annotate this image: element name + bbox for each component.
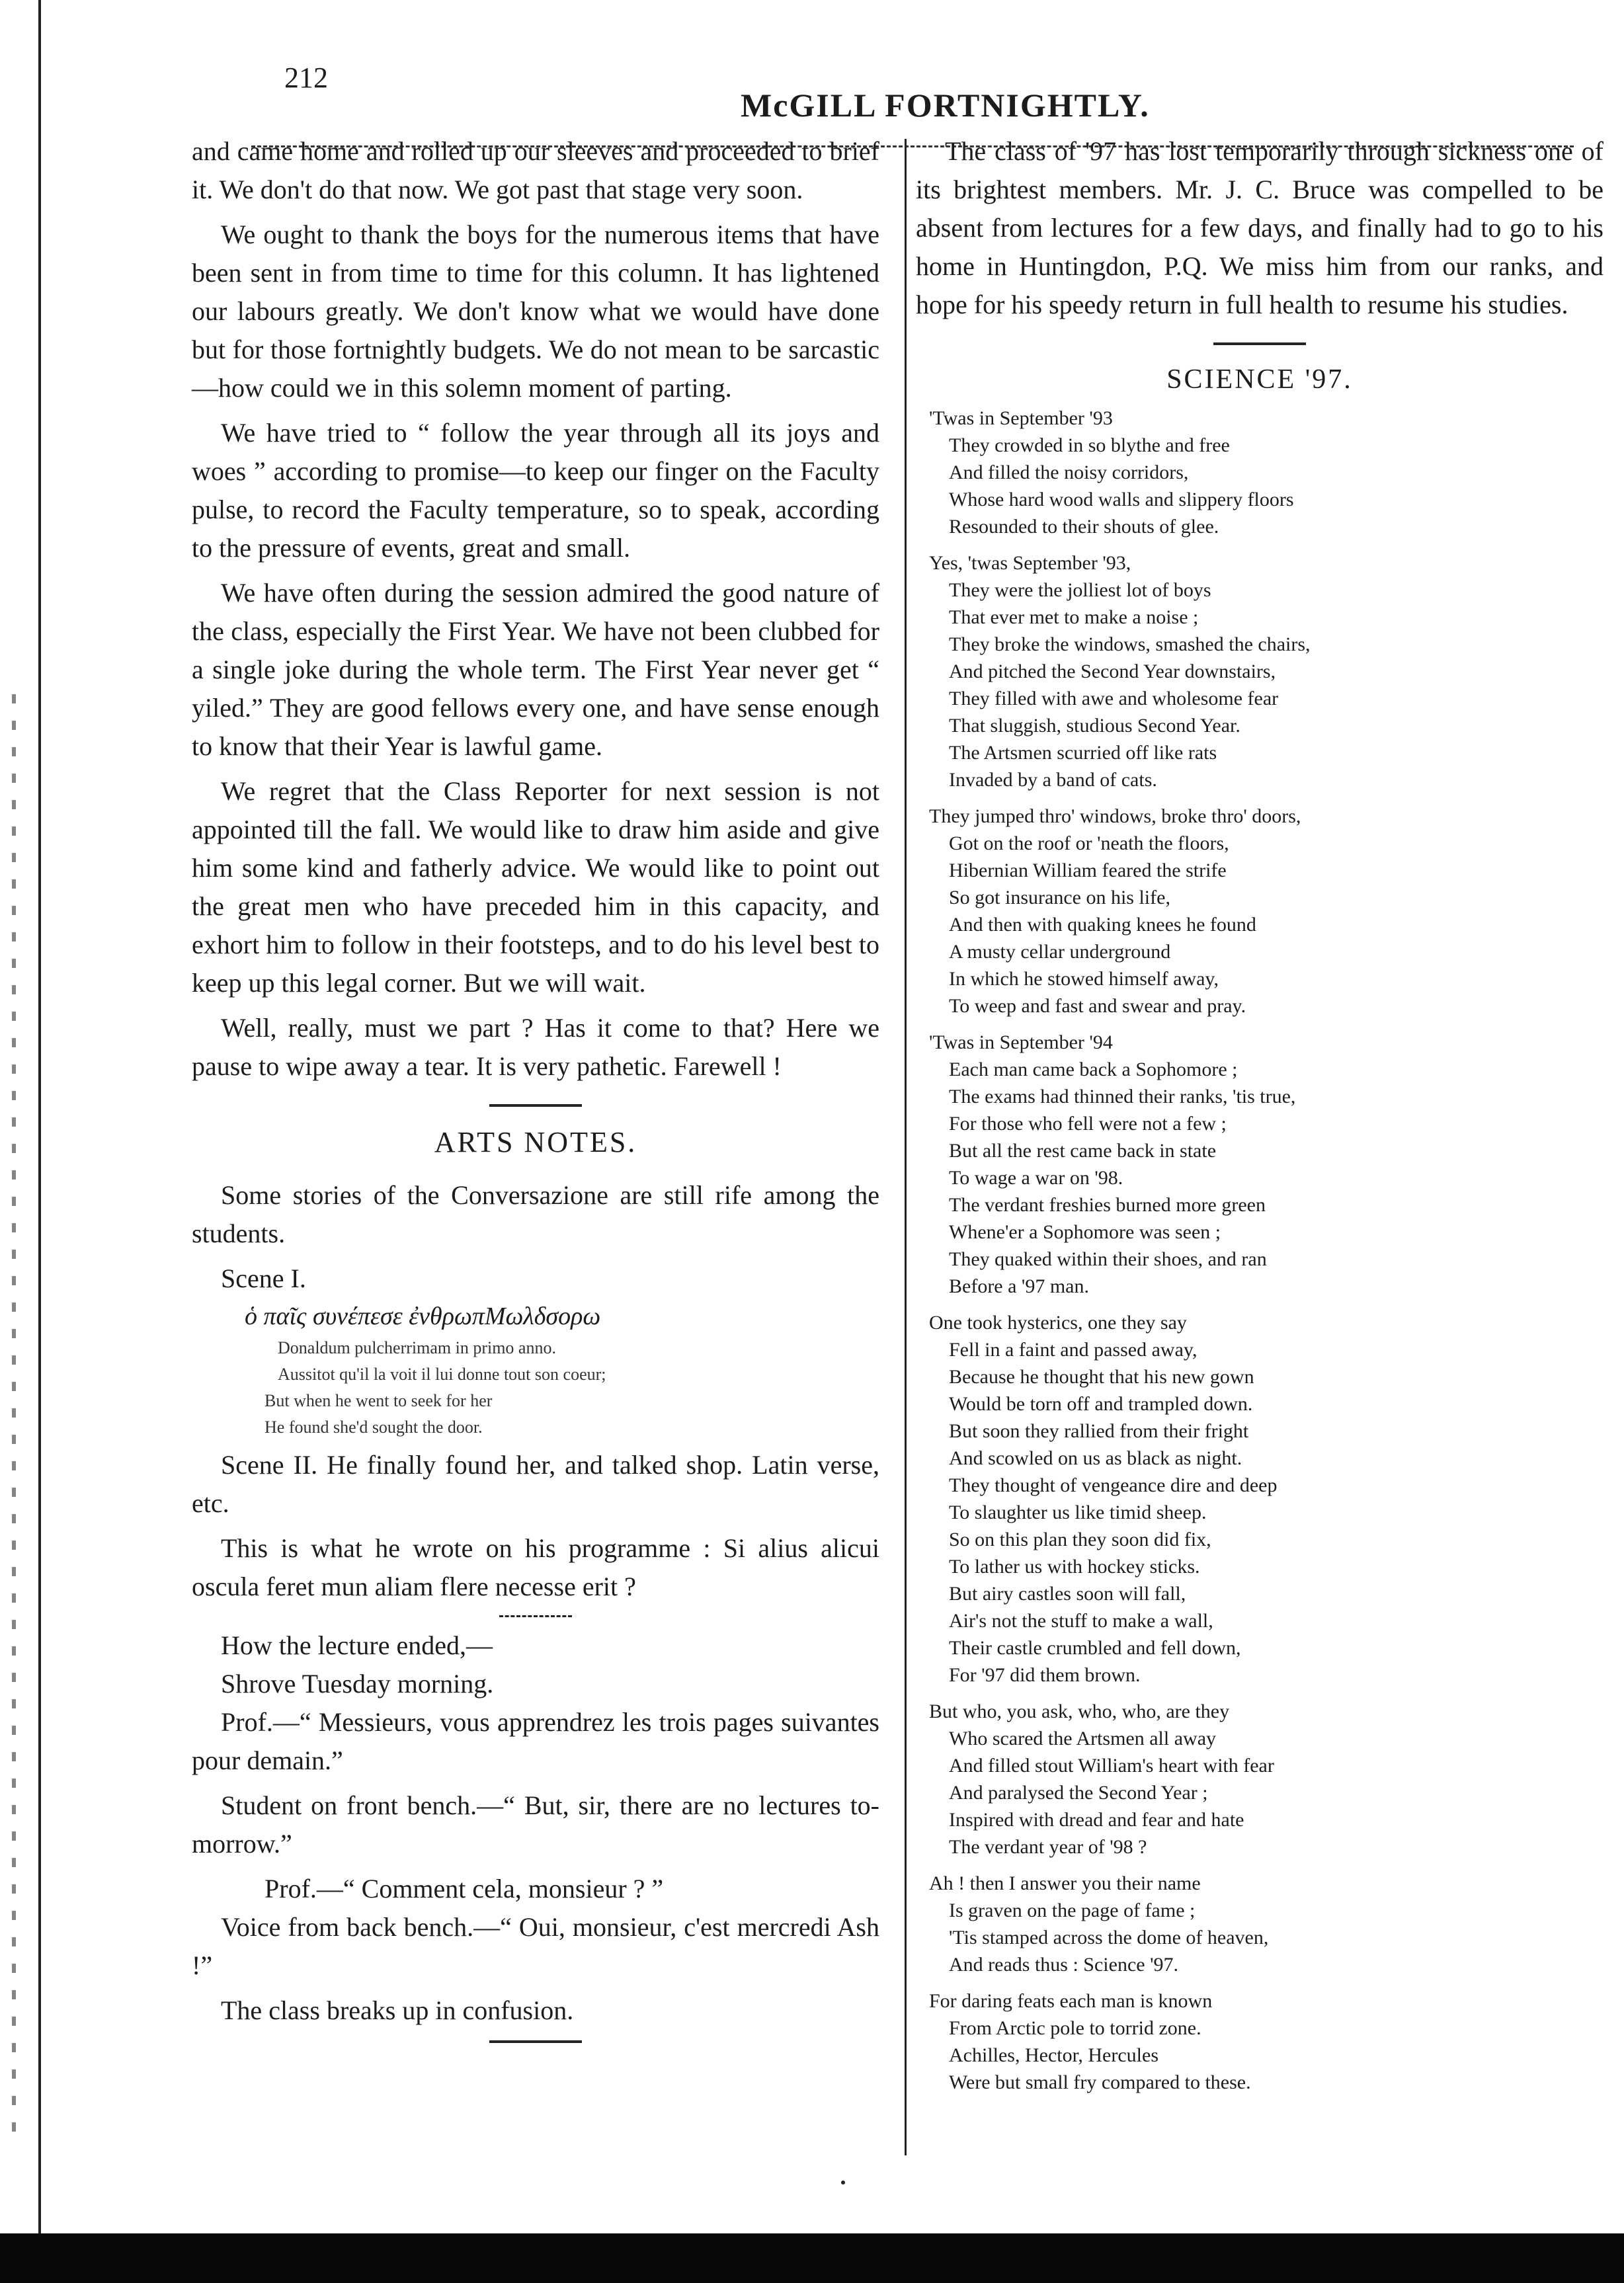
column-divider bbox=[905, 139, 907, 2155]
journal-title: McGILL FORTNIGHTLY. bbox=[741, 87, 1150, 124]
poem-line: One took hysterics, one they say bbox=[929, 1312, 1187, 1334]
poem-line: Yes, 'twas September '93, bbox=[929, 552, 1131, 574]
poem-line: Is graven on the page of fame ; bbox=[949, 1900, 1196, 1921]
arts-notes-heading: ARTS NOTES. bbox=[434, 1126, 637, 1158]
poem-line: Would be torn off and trampled down. bbox=[949, 1393, 1253, 1415]
poem-line: Were but small fry compared to these. bbox=[949, 2071, 1251, 2093]
text-line: How the lecture ended,— bbox=[221, 1630, 493, 1660]
poem-stanza bbox=[929, 405, 1604, 540]
small-separator bbox=[499, 1615, 572, 1617]
poem bbox=[929, 405, 1604, 2096]
poem-line: 'Twas in September '94 bbox=[929, 1031, 1113, 1053]
poem-line: Invaded by a band of cats. bbox=[949, 769, 1157, 791]
poem-line: And paralysed the Second Year ; bbox=[949, 1782, 1208, 1804]
paragraph: We ought to thank the boys for the numerous items that have been sent in from time to time for this column. It has lightened our labours greatly. We don't know what we would have done but for those fortnightly budgets. We do not mean to be sarcastic—how could we in this solemn moment of parting. bbox=[192, 220, 879, 403]
section-separator bbox=[489, 1104, 582, 1107]
poem-title: SCIENCE '97. bbox=[1166, 364, 1353, 395]
poem-stanza bbox=[929, 1029, 1604, 1300]
poem-line: They crowded in so blythe and free bbox=[949, 434, 1230, 456]
poem-line: To weep and fast and swear and pray. bbox=[949, 995, 1246, 1017]
paragraph: and came home and rolled up our sleeves and proceeded to brief it. We don't do that now. We got past that stage very soon. bbox=[192, 136, 879, 204]
poem-stanza bbox=[929, 803, 1604, 1020]
text-line: The class breaks up in confusion. bbox=[221, 1995, 574, 2025]
poem-line: The exams had thinned their ranks, 'tis true, bbox=[949, 1086, 1296, 1107]
poem-line: Got on the roof or 'neath the floors, bbox=[949, 832, 1229, 854]
poem-stanza bbox=[929, 1870, 1604, 1978]
poem-line: But all the rest came back in state bbox=[949, 1140, 1217, 1162]
poem-line: And scowled on us as black as night. bbox=[949, 1447, 1242, 1469]
poem-line: 'Tis stamped across the dome of heaven, bbox=[949, 1927, 1269, 1948]
poem-line: To wage a war on '98. bbox=[949, 1167, 1123, 1189]
poem-line: For those who fell were not a few ; bbox=[949, 1113, 1227, 1135]
text-line: Shrove Tuesday morning. bbox=[221, 1669, 494, 1699]
poem-stanza bbox=[929, 1698, 1604, 1861]
poem-line: They jumped thro' windows, broke thro' doors, bbox=[929, 805, 1301, 827]
poem-line: They filled with awe and wholesome fear bbox=[949, 688, 1279, 709]
page-edge bbox=[0, 0, 41, 2283]
poem-line: Inspired with dread and fear and hate bbox=[949, 1809, 1244, 1831]
section-separator bbox=[489, 2040, 582, 2043]
poem-line: A musty cellar underground bbox=[949, 941, 1171, 963]
paragraph: Well, really, must we part ? Has it come to that? Here we pause to wipe away a tear. It is very pathetic. Farewell ! bbox=[192, 1013, 879, 1081]
poem-line: Who scared the Artsmen all away bbox=[949, 1728, 1217, 1749]
left-column bbox=[192, 132, 879, 2062]
poem-line: That sluggish, studious Second Year. bbox=[949, 715, 1240, 737]
poem-line: The verdant year of '98 ? bbox=[949, 1836, 1147, 1858]
poem-line: For '97 did them brown. bbox=[949, 1664, 1141, 1686]
poem-line: And reads thus : Science '97. bbox=[949, 1954, 1178, 1976]
scene-label: Scene I. bbox=[221, 1263, 306, 1293]
poem-line: Whene'er a Sophomore was seen ; bbox=[949, 1221, 1221, 1243]
poem-line: They broke the windows, smashed the chairs, bbox=[949, 633, 1311, 655]
poem-line: 'Twas in September '93 bbox=[929, 407, 1113, 429]
poem-line: But airy castles soon will fall, bbox=[949, 1583, 1186, 1605]
binding-marks bbox=[12, 694, 16, 2149]
poem-line: Ah ! then I answer you their name bbox=[929, 1872, 1201, 1894]
paragraph: Scene II. He finally found her, and talked shop. Latin verse, etc. bbox=[192, 1450, 879, 1518]
poem-line: Fell in a faint and passed away, bbox=[949, 1339, 1198, 1361]
poem-line: Before a '97 man. bbox=[949, 1275, 1089, 1297]
poem-line: To slaughter us like timid sheep. bbox=[949, 1502, 1207, 1523]
verse-line: Donaldum pulcherrimam in primo anno. bbox=[278, 1338, 556, 1357]
poem-line: The Artsmen scurried off like rats bbox=[949, 742, 1217, 764]
verse-line: Aussitot qu'il la voit il lui donne tout son coeur; bbox=[278, 1365, 606, 1384]
poem-line: The verdant freshies burned more green bbox=[949, 1194, 1266, 1216]
paragraph: Voice from back bench.—“ Oui, monsieur, c'est mercredi Ash !” bbox=[192, 1912, 879, 1980]
paragraph: Prof.—“ Messieurs, vous apprendrez les trois pages suivantes pour demain.” bbox=[192, 1707, 879, 1775]
poem-line: They thought of vengeance dire and deep bbox=[949, 1474, 1278, 1496]
greek-line: ὁ παῖς συνέπεσε ἐνθρωπΜωλδσορω bbox=[245, 1302, 601, 1330]
paragraph: Student on front bench.—“ But, sir, there are no lectures to-morrow.” bbox=[192, 1790, 879, 1859]
poem-line: And then with quaking knees he found bbox=[949, 914, 1256, 936]
page-header bbox=[198, 46, 1561, 124]
paragraph: We regret that the Class Reporter for next session is not appointed till the fall. We would like to draw him aside and give him some kind and fatherly advice. We would like to point out the great men who have preceded him in this capacity, and exhort him to follow in their footsteps, and to do his level best to keep up this legal corner. But we will wait. bbox=[192, 776, 879, 998]
poem-line: So got insurance on his life, bbox=[949, 887, 1170, 908]
poem-line: Whose hard wood walls and slippery floors bbox=[949, 489, 1294, 510]
poem-line: Hibernian William feared the strife bbox=[949, 860, 1227, 881]
paragraph: Some stories of the Conversazione are still rife among the students. bbox=[192, 1180, 879, 1248]
poem-line: From Arctic pole to torrid zone. bbox=[949, 2017, 1201, 2039]
poem-stanza bbox=[929, 1987, 1604, 2096]
poem-line: That ever met to make a noise ; bbox=[949, 606, 1199, 628]
poem-line: And pitched the Second Year downstairs, bbox=[949, 661, 1276, 682]
verse-line: He found she'd sought the door. bbox=[264, 1418, 483, 1437]
poem-line: So on this plan they soon did fix, bbox=[949, 1529, 1211, 1550]
poem-line: Air's not the stuff to make a wall, bbox=[949, 1610, 1213, 1632]
poem-line: But who, you ask, who, who, are they bbox=[929, 1701, 1230, 1722]
poem-line: In which he stowed himself away, bbox=[949, 968, 1219, 990]
paragraph: We have often during the session admired the good nature of the class, especially the First Year. We have not been clubbed for a single joke during the whole term. The First Year never get “ yiled.” They are good fellows every one, and have sense enough to know that their Year is lawful game. bbox=[192, 578, 879, 761]
poem-line: And filled the noisy corridors, bbox=[949, 461, 1189, 483]
poem-line: Because he thought that his new gown bbox=[949, 1366, 1254, 1388]
poem-stanza bbox=[929, 549, 1604, 793]
poem-line: Resounded to their shouts of glee. bbox=[949, 516, 1219, 538]
section-separator bbox=[1213, 342, 1306, 345]
page-number: 212 bbox=[284, 61, 328, 94]
right-column bbox=[916, 132, 1604, 2105]
scan-border bbox=[0, 2233, 1624, 2283]
page-dot bbox=[841, 2181, 845, 2184]
poem-line: They were the jolliest lot of boys bbox=[949, 579, 1211, 601]
poem-line: Their castle crumbled and fell down, bbox=[949, 1637, 1241, 1659]
poem-line: Achilles, Hector, Hercules bbox=[949, 2044, 1159, 2066]
verse-line: But when he went to seek for her bbox=[264, 1391, 493, 1410]
paragraph: This is what he wrote on his programme : Si alius alicui oscula feret mun aliam flere necesse erit ? bbox=[192, 1533, 879, 1601]
poem-line: But soon they rallied from their fright bbox=[949, 1420, 1249, 1442]
poem-line: Each man came back a Sophomore ; bbox=[949, 1059, 1238, 1080]
poem-line: And filled stout William's heart with fear bbox=[949, 1755, 1274, 1777]
poem-line: To lather us with hockey sticks. bbox=[949, 1556, 1200, 1578]
text-line: Prof.—“ Comment cela, monsieur ? ” bbox=[264, 1874, 664, 1903]
paragraph: We have tried to “ follow the year through all its joys and woes ” according to promise—to keep our finger on the Faculty pulse, to record the Faculty temperature, so to speak, according to the pressure of events, great and small. bbox=[192, 418, 879, 563]
poem-line: For daring feats each man is known bbox=[929, 1990, 1213, 2012]
poem-stanza bbox=[929, 1309, 1604, 1689]
poem-line: They quaked within their shoes, and ran bbox=[949, 1248, 1267, 1270]
paragraph: The class of '97 has lost temporarily through sickness one of its brightest members. Mr. J. C. Bruce was compelled to be absent from lectures for a few days, and finally had to go to his home in Huntingdon, P.Q. We miss him from our ranks, and hope for his speedy return in full health to resume his studies. bbox=[916, 136, 1604, 319]
